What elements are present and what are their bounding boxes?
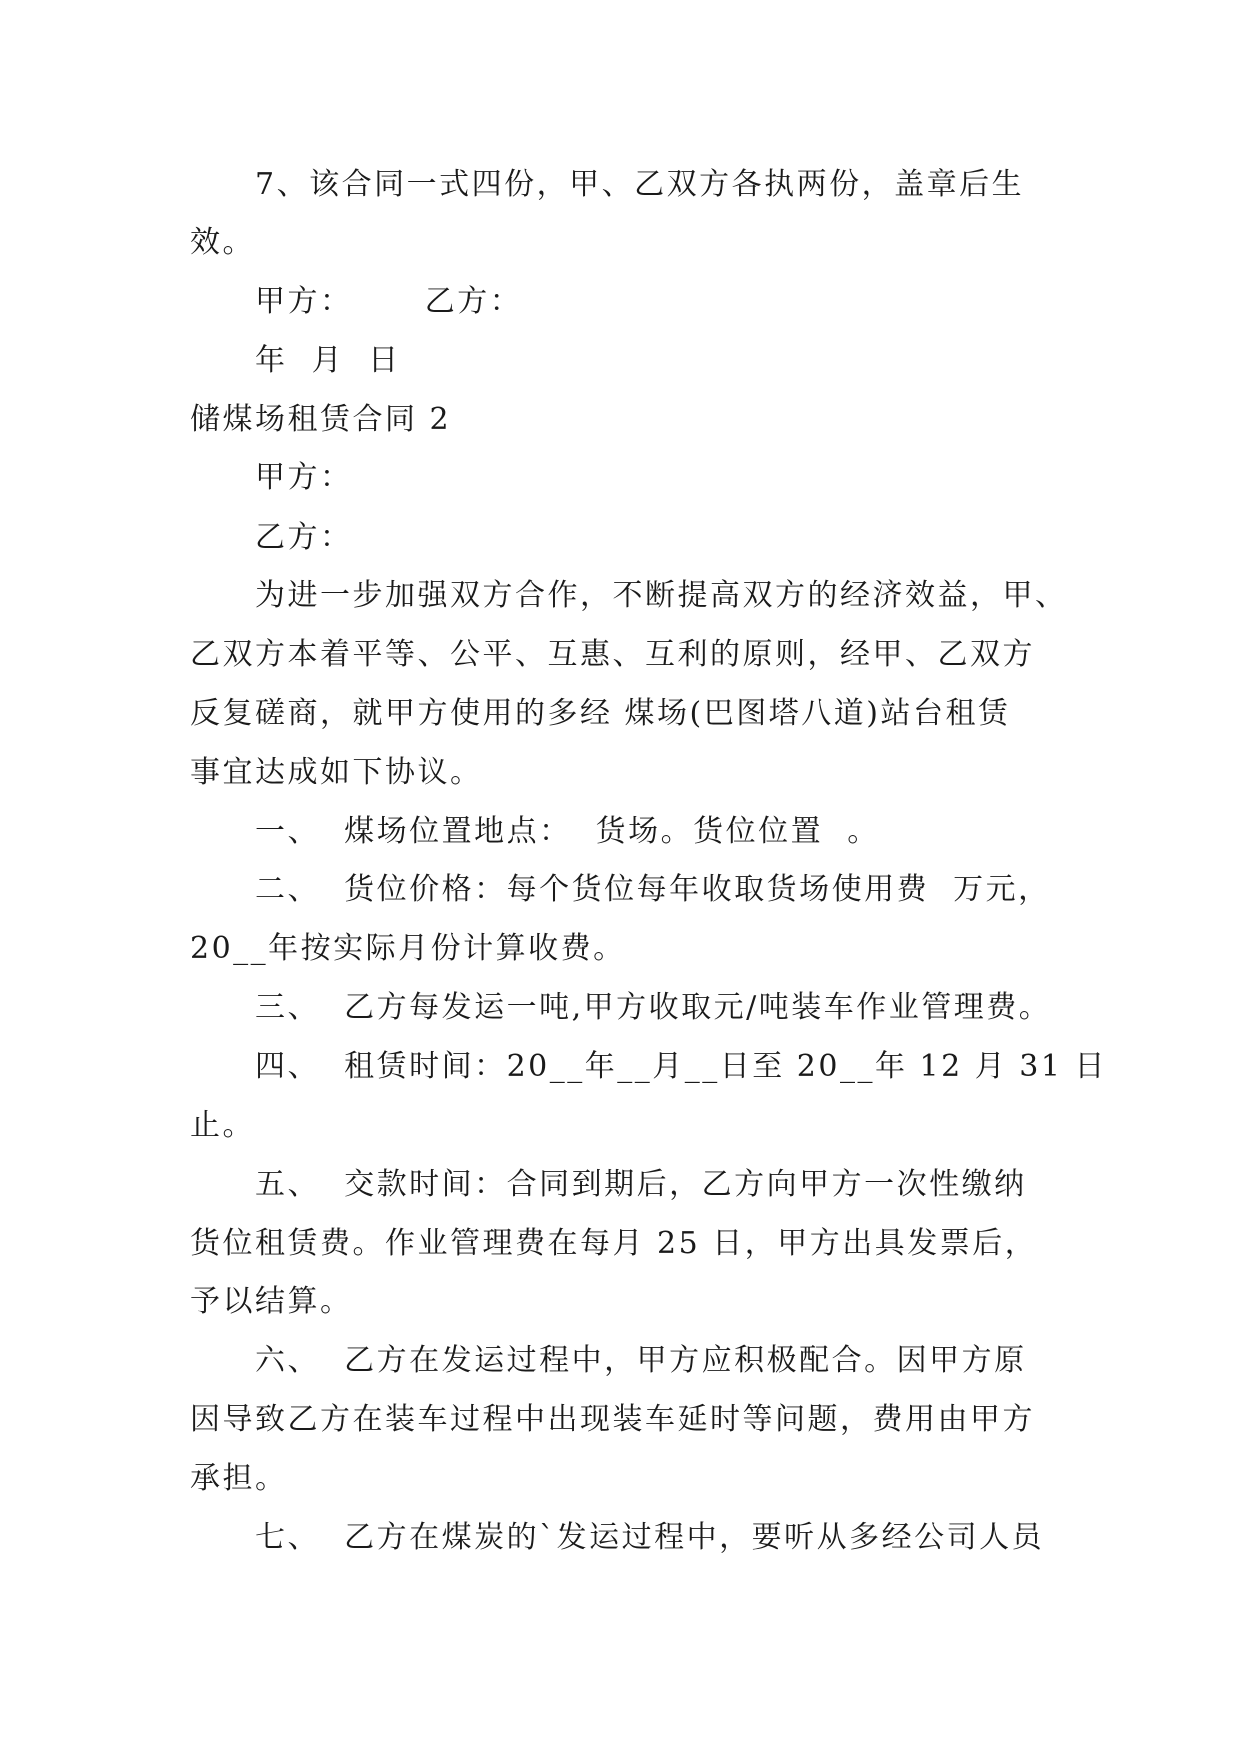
party-b: 乙方： [255, 520, 353, 555]
clause-4-line-2: 止。 [190, 1108, 255, 1143]
preamble-line-3: 反复磋商，就甲方使用的多经 煤场(巴图塔八道)站台租赁 [190, 696, 1011, 731]
clause-4-line-1: 四、 租赁时间：20__年__月__日至 20__年 12 月 31 日 [255, 1049, 1107, 1084]
signature-parties: 甲方： 乙方： [255, 284, 523, 319]
clause-6-line-2: 因导致乙方在装车过程中出现装车延时等问题，费用由甲方 [190, 1402, 1035, 1437]
preamble-line-4: 事宜达成如下协议。 [190, 755, 483, 790]
signature-date: 年 月 日 [255, 343, 401, 378]
clause-1: 一、 煤场位置地点： 货场。货位位置 。 [255, 814, 880, 849]
clause-6-line-1: 六、 乙方在发运过程中，甲方应积极配合。因甲方原 [255, 1343, 1027, 1378]
party-a: 甲方： [255, 460, 353, 495]
clause-6-line-3: 承担。 [190, 1461, 288, 1496]
clause-7-line-1: 7、该合同一式四份，甲、乙双方各执两份，盖章后生 [255, 167, 1025, 202]
clause-2-line-1: 二、 货位价格：每个货位每年收取货场使用费 万元， [255, 872, 1051, 907]
clause-5-line-2: 货位租赁费。作业管理费在每月 25 日，甲方出具发票后， [190, 1226, 1038, 1261]
clause-7-line-2: 效。 [190, 225, 255, 260]
preamble-line-1: 为进一步加强双方合作，不断提高双方的经济效益，甲、 [255, 578, 1068, 613]
contract-title: 储煤场租赁合同 2 [190, 402, 452, 437]
clause-2-line-2: 20__年按实际月份计算收费。 [190, 931, 626, 966]
preamble-line-2: 乙双方本着平等、公平、互惠、互利的原则，经甲、乙双方 [190, 637, 1035, 672]
clause-3: 三、 乙方每发运一吨,甲方收取元/吨装车作业管理费。 [255, 990, 1052, 1025]
clause-5-line-3: 予以结算。 [190, 1284, 353, 1319]
clause-7-line-1-b: 七、 乙方在煤炭的`发运过程中，要听从多经公司人员 [255, 1520, 1045, 1555]
clause-5-line-1: 五、 交款时间：合同到期后，乙方向甲方一次性缴纳 [255, 1167, 1027, 1202]
